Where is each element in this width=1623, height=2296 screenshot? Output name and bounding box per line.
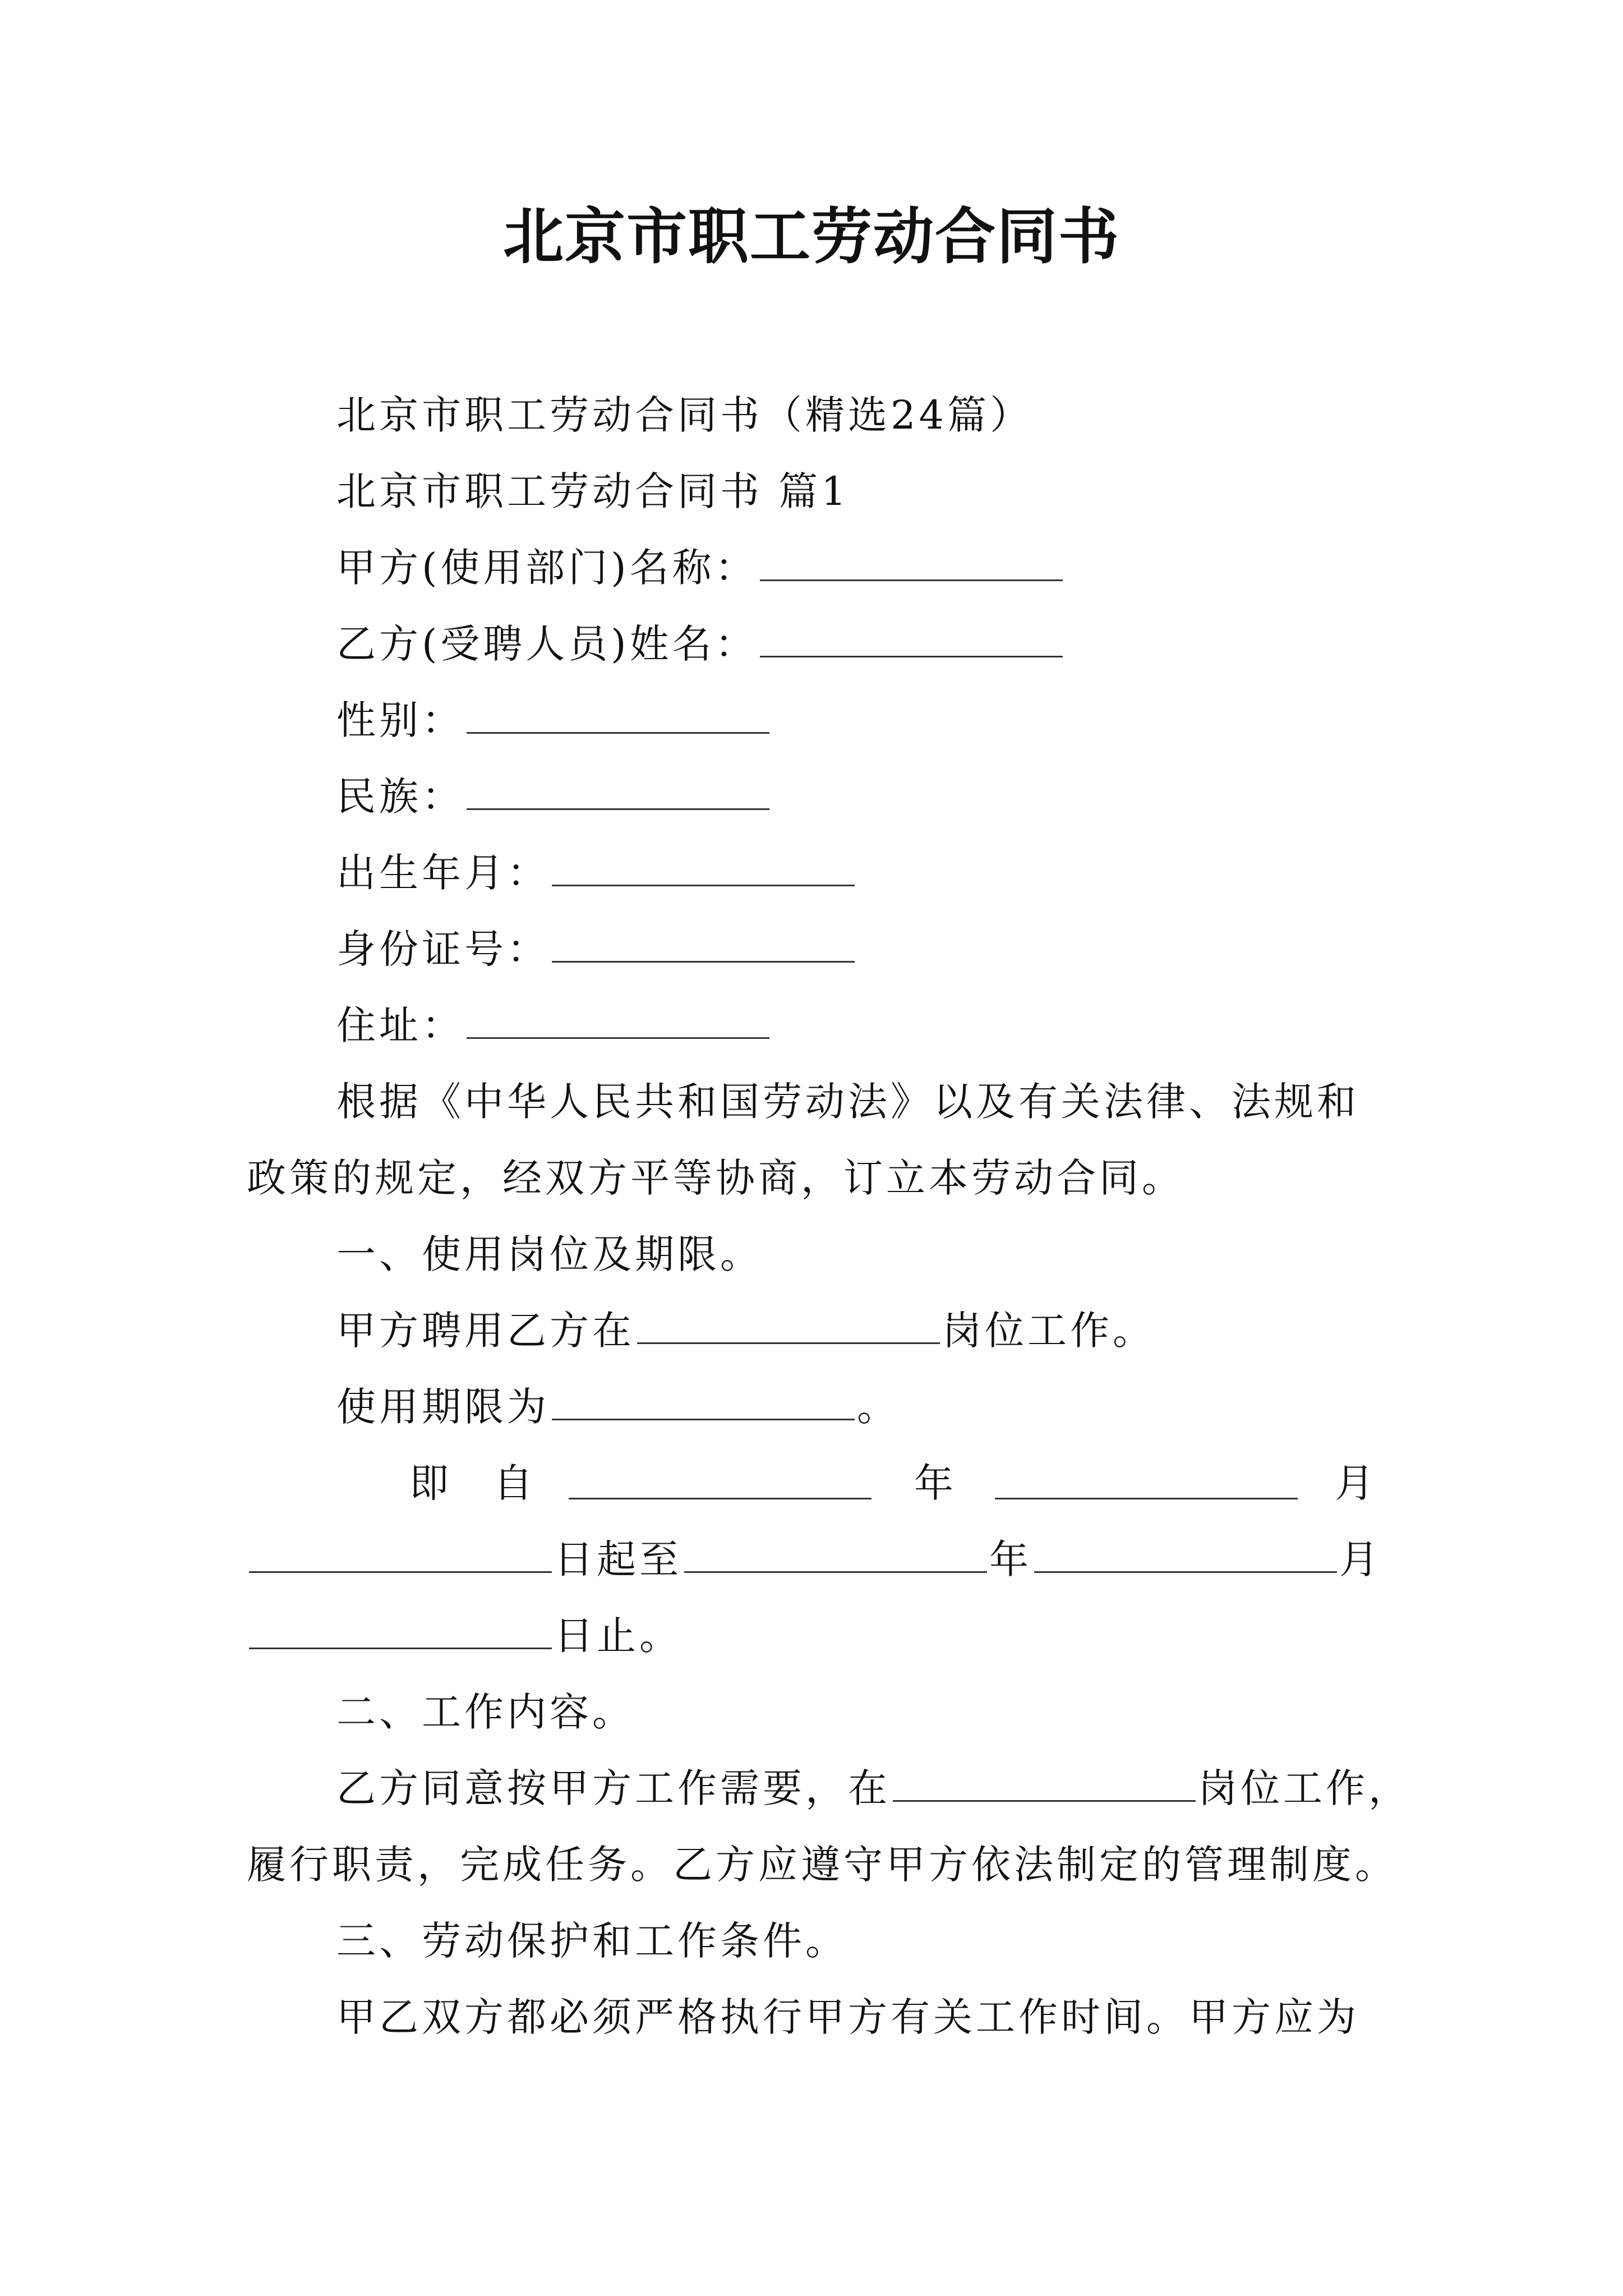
clause3-heading: 三、劳动保护和工作条件。	[336, 1918, 848, 1964]
date-zi: 自	[494, 1460, 533, 1506]
date-line-3	[247, 1608, 682, 1664]
party-b-blank[interactable]	[760, 616, 1063, 657]
start-month-blank[interactable]	[995, 1458, 1298, 1499]
start-day-blank[interactable]	[249, 1532, 552, 1573]
clause2-line-2: 履行职责，完成任务。乙方应遵守甲方依法制定的管理制度。	[247, 1842, 1398, 1888]
date-ji: 即	[409, 1460, 449, 1506]
end-day-blank[interactable]	[249, 1608, 552, 1649]
end-month-blank[interactable]	[1034, 1532, 1337, 1573]
field-party-b	[336, 616, 1065, 672]
end-month-label: 月	[1339, 1536, 1382, 1582]
birth-blank[interactable]	[552, 845, 855, 886]
start-month-label: 月	[1335, 1460, 1374, 1506]
field-party-a	[336, 540, 1065, 596]
clause2-line-1	[336, 1760, 1411, 1816]
field-party-a-label: 甲方(使用部门)名称：	[336, 545, 758, 591]
clause1-post-blank[interactable]	[637, 1303, 940, 1344]
preamble-line-1: 根据《中华人民共和国劳动法》以及有关法律、法规和	[336, 1079, 1359, 1125]
clause1-heading: 一、使用岗位及期限。	[336, 1231, 763, 1277]
field-birth-label: 出生年月：	[336, 850, 550, 896]
clause2-heading: 二、工作内容。	[336, 1689, 635, 1735]
date-line-2	[247, 1531, 1382, 1588]
field-party-b-label: 乙方(受聘人员)姓名：	[336, 621, 758, 667]
field-gender	[336, 692, 772, 748]
field-address	[336, 997, 772, 1053]
field-ethnicity-label: 民族：	[336, 774, 464, 820]
clause1-term-blank[interactable]	[552, 1379, 855, 1420]
section-heading: 北京市职工劳动合同书 篇1	[336, 468, 850, 514]
clause2-line-1-prefix: 乙方同意按甲方工作需要，在	[336, 1765, 891, 1811]
clause2-line-1-suffix: 岗位工作，	[1198, 1765, 1411, 1811]
party-a-blank[interactable]	[760, 540, 1063, 581]
end-year-blank[interactable]	[684, 1532, 987, 1573]
clause2-post-blank[interactable]	[893, 1761, 1196, 1802]
ethnicity-blank[interactable]	[467, 769, 769, 810]
clause1-term-prefix: 使用期限为	[336, 1384, 550, 1430]
id-number-blank[interactable]	[552, 922, 855, 963]
start-year-label: 年	[914, 1460, 953, 1506]
gender-blank[interactable]	[467, 693, 769, 734]
field-birth	[336, 845, 857, 901]
address-blank[interactable]	[467, 998, 769, 1039]
clause1-post-suffix: 岗位工作。	[942, 1308, 1155, 1354]
end-year-label: 年	[989, 1536, 1032, 1582]
start-year-blank[interactable]	[569, 1458, 872, 1499]
clause1-term	[336, 1379, 900, 1435]
clause1-term-suffix: 。	[857, 1384, 900, 1430]
clause1-post-prefix: 甲方聘用乙方在	[336, 1308, 635, 1354]
field-gender-label: 性别：	[336, 697, 464, 743]
field-id-number	[336, 921, 857, 977]
day-end: 日止。	[554, 1613, 682, 1659]
preamble-line-2: 政策的规定，经双方平等协商，订立本劳动合同。	[247, 1155, 1184, 1201]
field-address-label: 住址：	[336, 1002, 464, 1048]
clause1-post	[336, 1303, 1155, 1359]
document-title: 北京市职工劳动合同书	[502, 201, 1120, 272]
field-ethnicity	[336, 769, 772, 825]
clause3-line-1: 甲乙双方都必须严格执行甲方有关工作时间。甲方应为	[336, 1994, 1359, 2040]
document-subtitle: 北京市职工劳动合同书（精选24篇）	[336, 392, 1033, 438]
day-from-to: 日起至	[554, 1536, 682, 1582]
field-id-number-label: 身份证号：	[336, 926, 550, 972]
